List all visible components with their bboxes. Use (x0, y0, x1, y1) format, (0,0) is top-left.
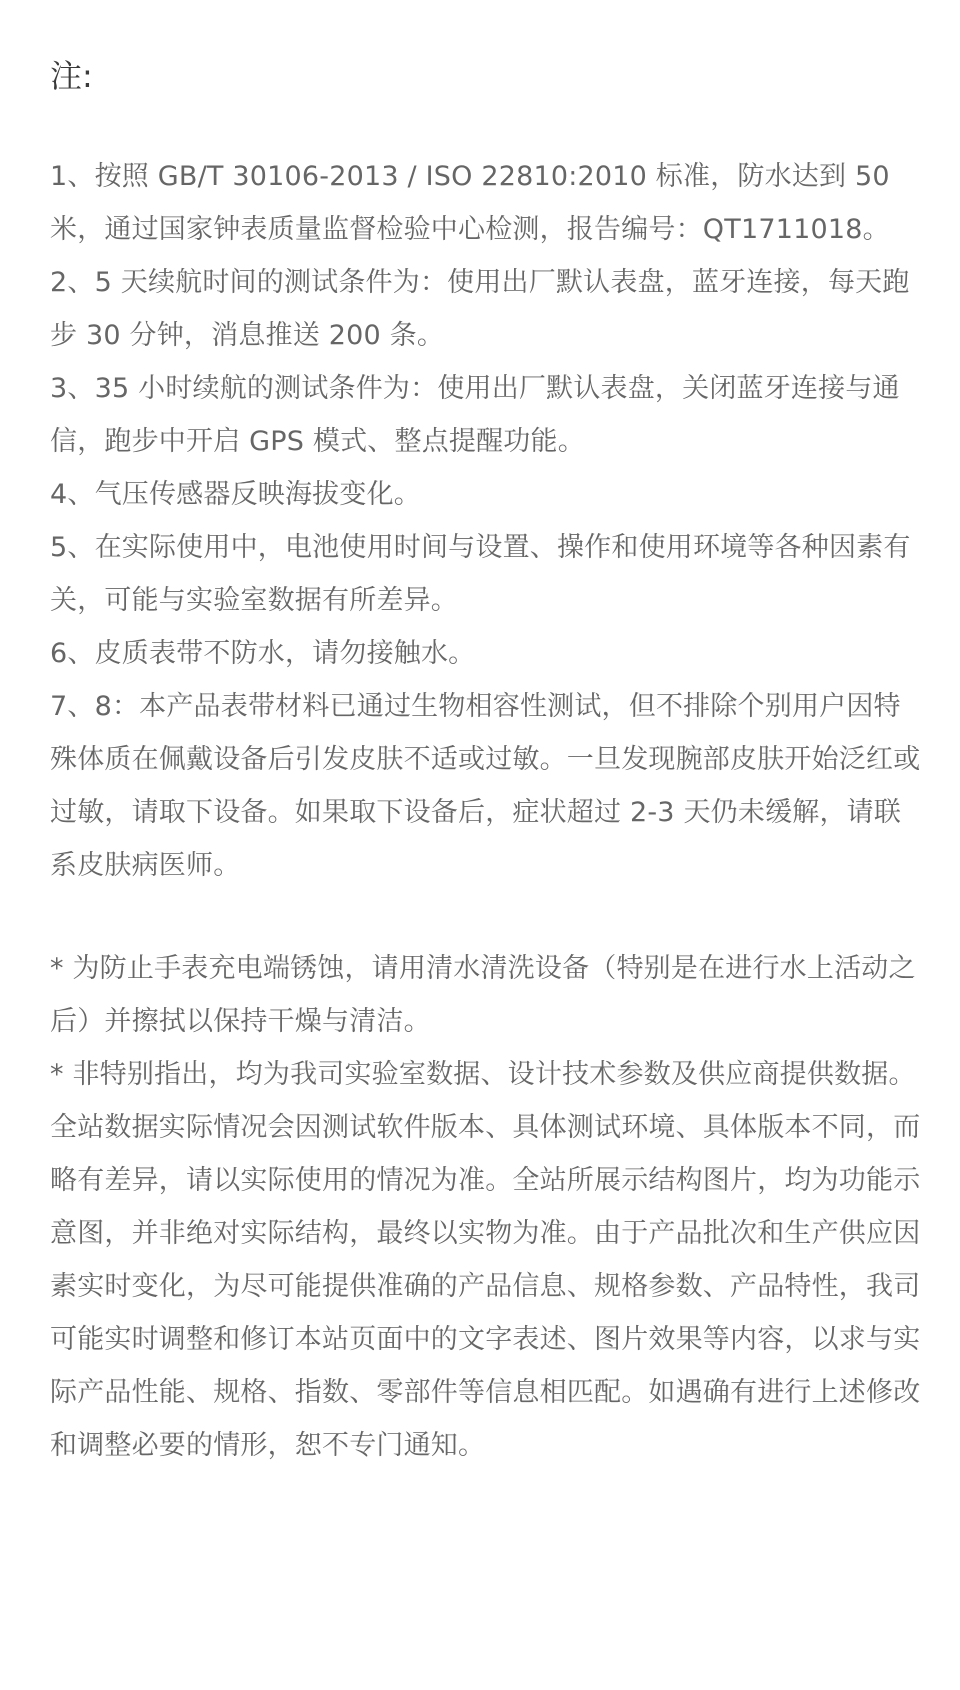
note-5: 5、在实际使用中，电池使用时间与设置、操作和使用环境等各种因素有关，可能与实验室数据有所差异。 (50, 532, 911, 616)
footnote-charging: * 为防止手表充电端锈蚀，请用清水清洗设备（特别是在进行水上活动之后）并擦拭以保持干燥与清洁。 (50, 953, 916, 1037)
note-6: 6、皮质表带不防水，请勿接触水。 (50, 638, 476, 669)
footnote-disclaimer: * 非特别指出，均为我司实验室数据、设计技术参数及供应商提供数据。全站数据实际情况会因测试软件版本、具体测试环境、具体版本不同，而略有差异，请以实际使用的情况为准。全站所展示结构图片，均为功能示意图，并非绝对实际结构，最终以实物为准。由于产品批次和生产供应因素实时变化，为尽可能提供准确的产品信息、规格参数、产品特性，我司可能实时调整和修订本站页面中的文字表述、图片效果等内容，以求与实际产品性能、规格、指数、零部件等信息相匹配。如遇确有进行上述修改和调整必要的情形，恕不专门通知。 (50, 1059, 921, 1461)
note-3: 3、35 小时续航的测试条件为：使用出厂默认表盘，关闭蓝牙连接与通信，跑步中开启 GPS 模式、整点提醒功能。 (50, 373, 900, 457)
note-7-8: 7、8：本产品表带材料已通过生物相容性测试，但不排除个别用户因特殊体质在佩戴设备后引发皮肤不适或过敏。一旦发现腕部皮肤开始泛红或过敏，请取下设备。如果取下设备后，症状超过 2-3 天仍未缓解，请联系皮肤病医师。 (50, 691, 921, 881)
note-2: 2、5 天续航时间的测试条件为：使用出厂默认表盘，蓝牙连接，每天跑步 30 分钟，消息推送 200 条。 (50, 267, 910, 351)
note-1: 1、按照 GB/T 30106-2013 / ISO 22810:2010 标准，防水达到 50 米，通过国家钟表质量监督检验中心检测，报告编号：QT1711018。 (50, 161, 890, 245)
footnotes (50, 942, 924, 1472)
note-4: 4、气压传感器反映海拔变化。 (50, 479, 421, 510)
section-spacer (50, 892, 924, 942)
numbered-notes (50, 150, 924, 892)
page-title: 注: (50, 57, 93, 95)
